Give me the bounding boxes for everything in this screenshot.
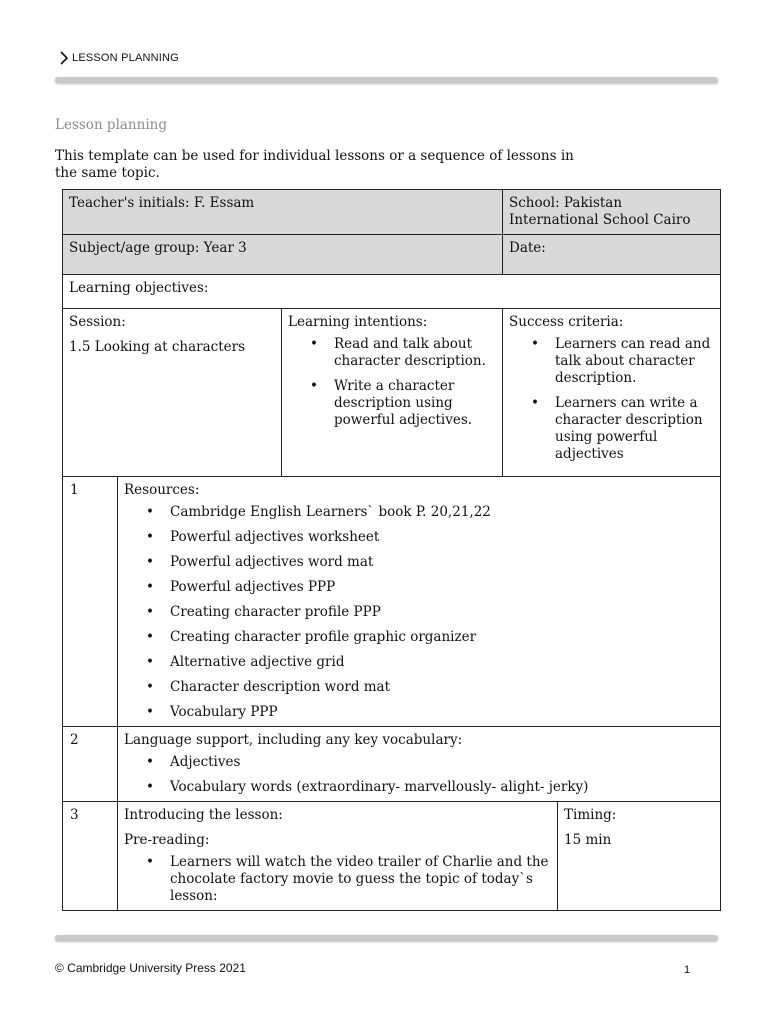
list-item: • Learners can write a character description using powerful adjectives	[509, 395, 714, 463]
introduction-cell	[118, 802, 558, 911]
list-item: • Creating character profile PPP	[124, 604, 714, 621]
pre-reading-list	[124, 854, 551, 905]
page-title: Lesson planning	[55, 117, 167, 133]
language-support-row	[63, 727, 721, 802]
resources-label: Resources:	[124, 482, 200, 498]
introduction-row	[63, 802, 721, 911]
language-support-cell	[118, 727, 721, 802]
timing-label: Timing:	[564, 807, 617, 823]
list-item: • Alternative adjective grid	[124, 654, 714, 671]
subject-date-row	[63, 235, 721, 275]
intro-text: This template can be used for individual lessons or a sequence of lessons in the same topic.	[55, 148, 574, 181]
copyright: © Cambridge University Press 2021	[55, 961, 246, 975]
learning-objectives: Learning objectives:	[63, 275, 721, 309]
session-label: Session:	[69, 314, 126, 330]
resources-row	[63, 477, 721, 727]
criteria-label: Success criteria:	[509, 314, 624, 330]
session-row	[63, 309, 721, 477]
list-item: • Learners will watch the video trailer of Charlie and the chocolate factory movie to guess the topic of today`s lesson:	[124, 854, 551, 905]
intentions-label: Learning intentions:	[288, 314, 428, 330]
language-support-label: Language support, including any key vocabulary:	[124, 732, 463, 748]
timing-cell	[558, 802, 721, 911]
resources-list	[124, 504, 714, 721]
row-number: 2	[63, 727, 118, 802]
pre-reading-label: Pre-reading:	[124, 832, 210, 848]
session-value: 1.5 Looking at characters	[69, 339, 246, 355]
list-item: • Read and talk about character description.	[288, 336, 496, 370]
list-item: • Powerful adjectives worksheet	[124, 529, 714, 546]
objectives-row	[63, 275, 721, 309]
list-item: • Vocabulary words (extraordinary- marvellously- alight- jerky)	[124, 779, 714, 796]
school-name: School: Pakistan International School Cairo	[503, 190, 721, 235]
page-number: 1	[684, 964, 691, 976]
date-field: Date:	[503, 235, 721, 275]
list-item: • Adjectives	[124, 754, 714, 771]
intentions-list	[288, 336, 496, 429]
chevron-right-icon	[58, 51, 70, 65]
section-label: LESSON PLANNING	[72, 52, 179, 64]
list-item: • Write a character description using powerful adjectives.	[288, 378, 496, 429]
teacher-initials: Teacher's initials: F. Essam	[63, 190, 503, 235]
criteria-cell	[503, 309, 721, 477]
footer-divider	[55, 935, 718, 941]
intentions-cell	[282, 309, 503, 477]
lesson-plan-table	[62, 189, 721, 911]
list-item: • Vocabulary PPP	[124, 704, 714, 721]
row-number: 1	[63, 477, 118, 727]
list-item: • Cambridge English Learners` book P. 20,21,22	[124, 504, 714, 521]
vocabulary-list	[124, 754, 714, 796]
introduction-label: Introducing the lesson:	[124, 807, 283, 823]
session-cell	[63, 309, 282, 477]
subject-age-group: Subject/age group: Year 3	[63, 235, 503, 275]
section-header	[58, 51, 179, 65]
list-item: • Powerful adjectives PPP	[124, 579, 714, 596]
row-number: 3	[63, 802, 118, 911]
header-divider	[55, 77, 718, 83]
resources-cell	[118, 477, 721, 727]
teacher-school-row	[63, 190, 721, 235]
list-item: • Creating character profile graphic organizer	[124, 629, 714, 646]
timing-value: 15 min	[564, 832, 612, 848]
list-item: • Learners can read and talk about character description.	[509, 336, 714, 387]
criteria-list	[509, 336, 714, 463]
list-item: • Powerful adjectives word mat	[124, 554, 714, 571]
list-item: • Character description word mat	[124, 679, 714, 696]
